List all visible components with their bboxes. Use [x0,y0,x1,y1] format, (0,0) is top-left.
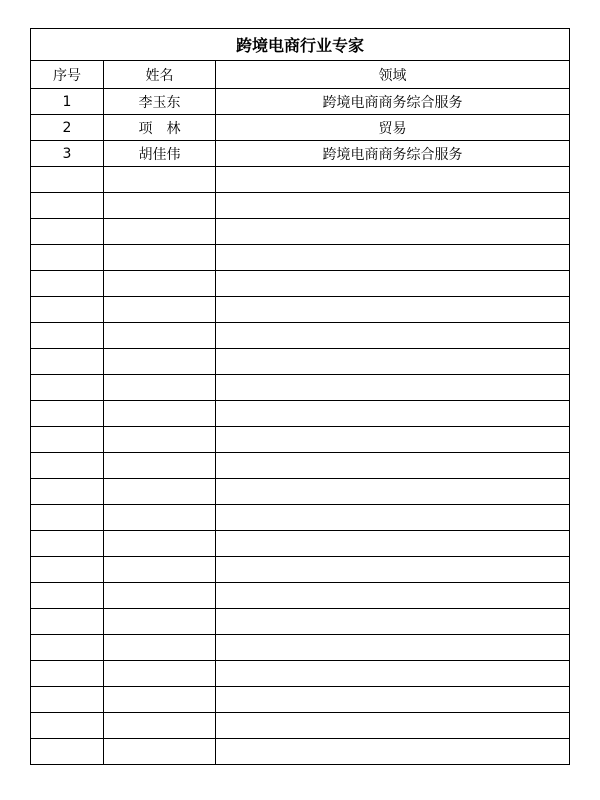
empty-cell-index [31,635,104,661]
empty-cell-field [216,219,570,245]
empty-cell-index [31,687,104,713]
empty-cell-name [104,531,216,557]
empty-table-row [31,531,570,557]
empty-cell-index [31,713,104,739]
cell-name: 胡佳伟 [104,141,216,167]
empty-cell-field [216,583,570,609]
empty-cell-name [104,245,216,271]
empty-cell-name [104,479,216,505]
table-row [31,115,570,141]
empty-cell-name [104,739,216,765]
empty-cell-name [104,375,216,401]
empty-cell-field [216,713,570,739]
empty-cell-name [104,271,216,297]
empty-table-row [31,245,570,271]
empty-cell-field [216,505,570,531]
empty-table-row [31,687,570,713]
empty-table-row [31,375,570,401]
empty-cell-name [104,713,216,739]
title-row [31,29,570,61]
empty-table-row [31,713,570,739]
cell-field: 贸易 [216,115,570,141]
empty-cell-name [104,505,216,531]
empty-cell-index [31,739,104,765]
empty-cell-field [216,739,570,765]
empty-cell-field [216,245,570,271]
empty-cell-index [31,219,104,245]
empty-table-row [31,661,570,687]
empty-cell-field [216,661,570,687]
empty-cell-field [216,297,570,323]
empty-table-row [31,167,570,193]
empty-cell-index [31,453,104,479]
cell-index: 3 [31,141,104,167]
empty-cell-name [104,609,216,635]
empty-cell-field [216,557,570,583]
empty-cell-field [216,609,570,635]
empty-table-row [31,427,570,453]
empty-cell-field [216,635,570,661]
empty-table-row [31,271,570,297]
empty-cell-name [104,687,216,713]
empty-cell-field [216,427,570,453]
empty-table-row [31,479,570,505]
empty-cell-field [216,167,570,193]
table-row [31,89,570,115]
empty-cell-index [31,245,104,271]
empty-table-row [31,557,570,583]
empty-cell-name [104,453,216,479]
expert-table [30,28,570,765]
empty-table-row [31,505,570,531]
table-body [31,89,570,765]
empty-table-row [31,739,570,765]
empty-table-row [31,219,570,245]
empty-cell-index [31,401,104,427]
cell-field: 跨境电商商务综合服务 [216,89,570,115]
column-header-index: 序号 [31,61,104,89]
empty-table-row [31,323,570,349]
empty-cell-index [31,661,104,687]
header-row [31,61,570,89]
empty-cell-index [31,271,104,297]
empty-cell-name [104,349,216,375]
cell-field: 跨境电商商务综合服务 [216,141,570,167]
empty-cell-field [216,479,570,505]
empty-table-row [31,193,570,219]
empty-table-row [31,609,570,635]
empty-cell-field [216,349,570,375]
empty-cell-index [31,427,104,453]
empty-cell-name [104,193,216,219]
empty-cell-name [104,297,216,323]
empty-cell-field [216,687,570,713]
empty-cell-index [31,531,104,557]
empty-cell-field [216,271,570,297]
empty-cell-name [104,557,216,583]
empty-cell-name [104,219,216,245]
empty-cell-field [216,453,570,479]
empty-cell-index [31,297,104,323]
column-header-name: 姓名 [104,61,216,89]
empty-table-row [31,349,570,375]
empty-cell-field [216,531,570,557]
empty-cell-index [31,323,104,349]
empty-cell-name [104,167,216,193]
cell-index: 2 [31,115,104,141]
empty-cell-index [31,479,104,505]
empty-cell-name [104,635,216,661]
empty-cell-index [31,375,104,401]
empty-cell-field [216,193,570,219]
table-title: 跨境电商行业专家 [31,29,570,61]
cell-name: 李玉东 [104,89,216,115]
empty-cell-name [104,427,216,453]
cell-index: 1 [31,89,104,115]
empty-cell-name [104,661,216,687]
empty-cell-field [216,375,570,401]
cell-name: 项 林 [104,115,216,141]
expert-list-sheet [30,28,569,765]
empty-cell-index [31,349,104,375]
empty-cell-index [31,557,104,583]
empty-cell-name [104,323,216,349]
table-row [31,141,570,167]
empty-cell-index [31,583,104,609]
empty-table-row [31,401,570,427]
empty-cell-name [104,401,216,427]
empty-table-row [31,583,570,609]
empty-table-row [31,635,570,661]
empty-cell-name [104,583,216,609]
empty-cell-field [216,323,570,349]
empty-cell-index [31,167,104,193]
empty-cell-index [31,609,104,635]
empty-table-row [31,297,570,323]
column-header-field: 领域 [216,61,570,89]
empty-cell-index [31,193,104,219]
empty-cell-field [216,401,570,427]
empty-table-row [31,453,570,479]
empty-cell-index [31,505,104,531]
